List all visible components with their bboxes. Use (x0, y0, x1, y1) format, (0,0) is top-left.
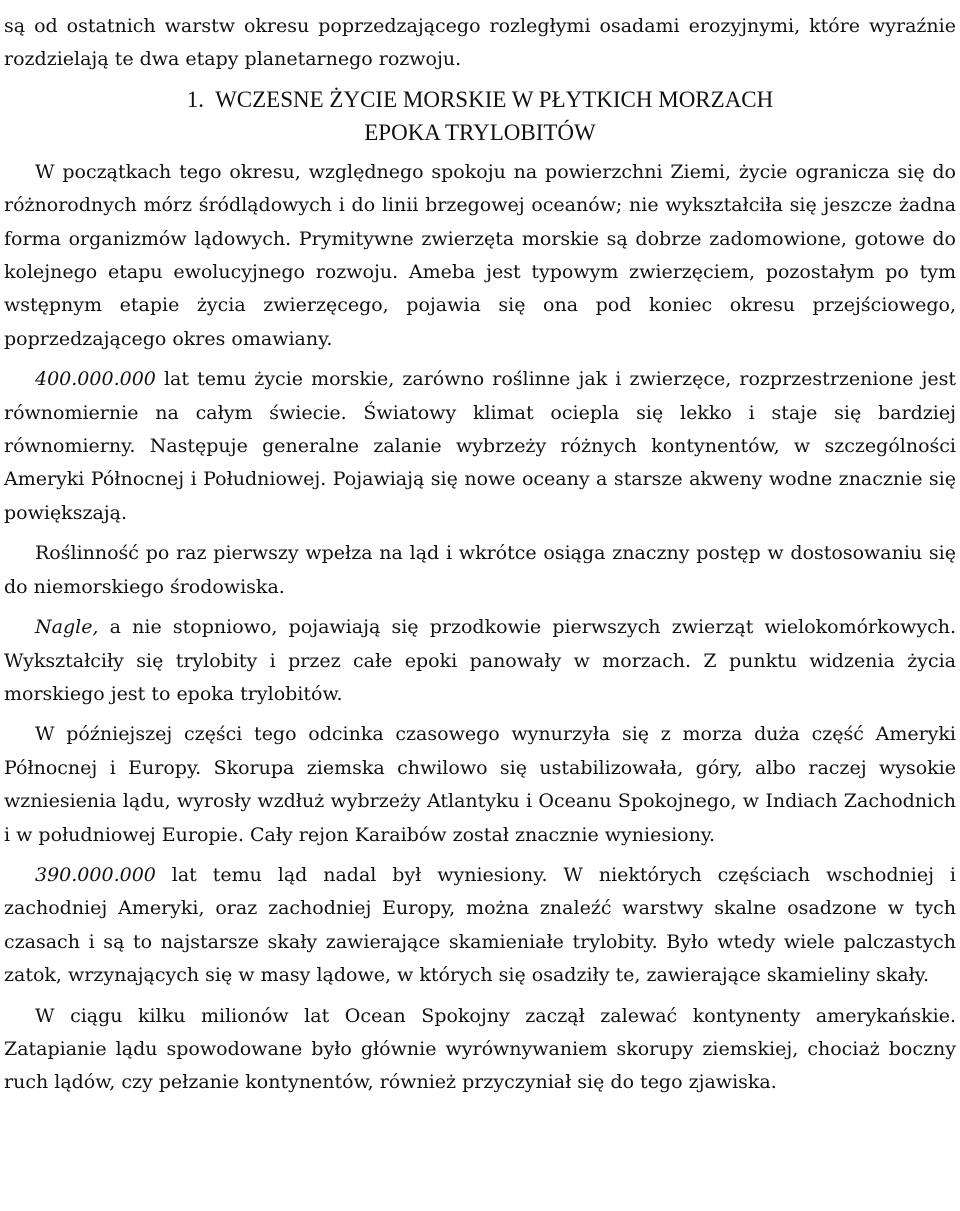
section-number: 1. (186, 86, 204, 112)
paragraph-1: W początkach tego okresu, względnego spokoju na powierzchni Ziemi, życie ogranicza się do różnorodnych mórz śródlądowych i do linii brzegowej oceanów; nie wykształciła się jeszcze żadna forma organizmów lądowych. Prymitywne zwierzęta morskie są dobrze zadomowione, gotowe do kolejnego etapu ewolucyjnego rozwoju. Ameba jest typowym zwierzęciem, pozostałym po tym wstępnym etapie życia zwierzęcego, pojawia się ona pod koniec okresu przejściowego, poprzedzającego okres omawiany. (4, 160, 956, 350)
section-subtitle: EPOKA TRYLOBITÓW (364, 119, 596, 145)
paragraph-2 (4, 363, 956, 530)
paragraph-3: Roślinność po raz pierwszy wpełza na ląd i wkrótce osiąga znaczny postęp w dostosowaniu się do niemorskiego środowiska. (4, 542, 956, 598)
document-page (4, 10, 956, 1100)
paragraph-6-text: lat temu ląd nadal był wyniesiony. W niektórych częściach wschodniej i zachodniej Ameryki, oraz zachodniej Europy, można znaleźć warstwy skalne osadzone w tych czasach i są to najstarsze skały zawierające skamieniałe trylobity. Było wtedy wiele palczastych zatok, wrzynających się w masy lądowe, w których się osadziły te, zawierające skamieliny skały. (4, 863, 956, 987)
section-heading (4, 83, 956, 116)
paragraph-4-text: a nie stopniowo, pojawiają się przodkowie pierwszych zwierząt wielokomórkowych. Wykształciły się trylobity i przez całe epoki panowały w morzach. Z punktu widzenia życia morskiego jest to epoka trylobitów. (4, 616, 956, 705)
paragraph-7: W ciągu kilku milionów lat Ocean Spokojny zaczął zalewać kontynenty amerykańskie. Zatapianie lądu spowodowane było głównie wyrównywaniem skorupy ziemskiej, chociaż boczny ruch lądów, czy pełzanie kontynentów, również przyczyniał się do tego zjawiska. (4, 1004, 956, 1094)
paragraph-2-text: lat temu życie morskie, zarówno roślinne jak i zwierzęce, rozprzestrzenione jest równomiernie na całym świecie. Światowy klimat ociepla się lekko i staje się bardziej równomierny. Następuje generalne zalanie wybrzeży różnych kontynentów, w szczególności Ameryki Północnej i Południowej. Pojawiają się nowe oceany a starsze akweny wodne znacznie się powiększają. (4, 368, 956, 524)
emphasis-nagle: Nagle, (35, 616, 99, 639)
paragraph-6 (4, 859, 956, 993)
paragraph-4 (4, 611, 956, 711)
date-390m: 390.000.000 (35, 863, 156, 886)
date-400m: 400.000.000 (35, 368, 156, 391)
intro-paragraph: są od ostatnich warstw okresu poprzedzającego rozległymi osadami erozyjnymi, które wyraźnie rozdzielają te dwa etapy planetarnego rozwoju. (4, 15, 956, 71)
section-title: WCZESNE ŻYCIE MORSKIE W PŁYTKICH MORZACH (215, 86, 774, 112)
paragraph-5: W późniejszej części tego odcinka czasowego wynurzyła się z morza duża część Ameryki Północnej i Europy. Skorupa ziemska chwilowo się ustabilizowała, góry, albo raczej wysokie wzniesienia lądu, wyrosły wzdłuż wybrzeży Atlantyku i Oceanu Spokojnego, w Indiach Zachodnich i w południowej Europie. Cały rejon Karaibów został znacznie wyniesiony. (4, 723, 956, 846)
